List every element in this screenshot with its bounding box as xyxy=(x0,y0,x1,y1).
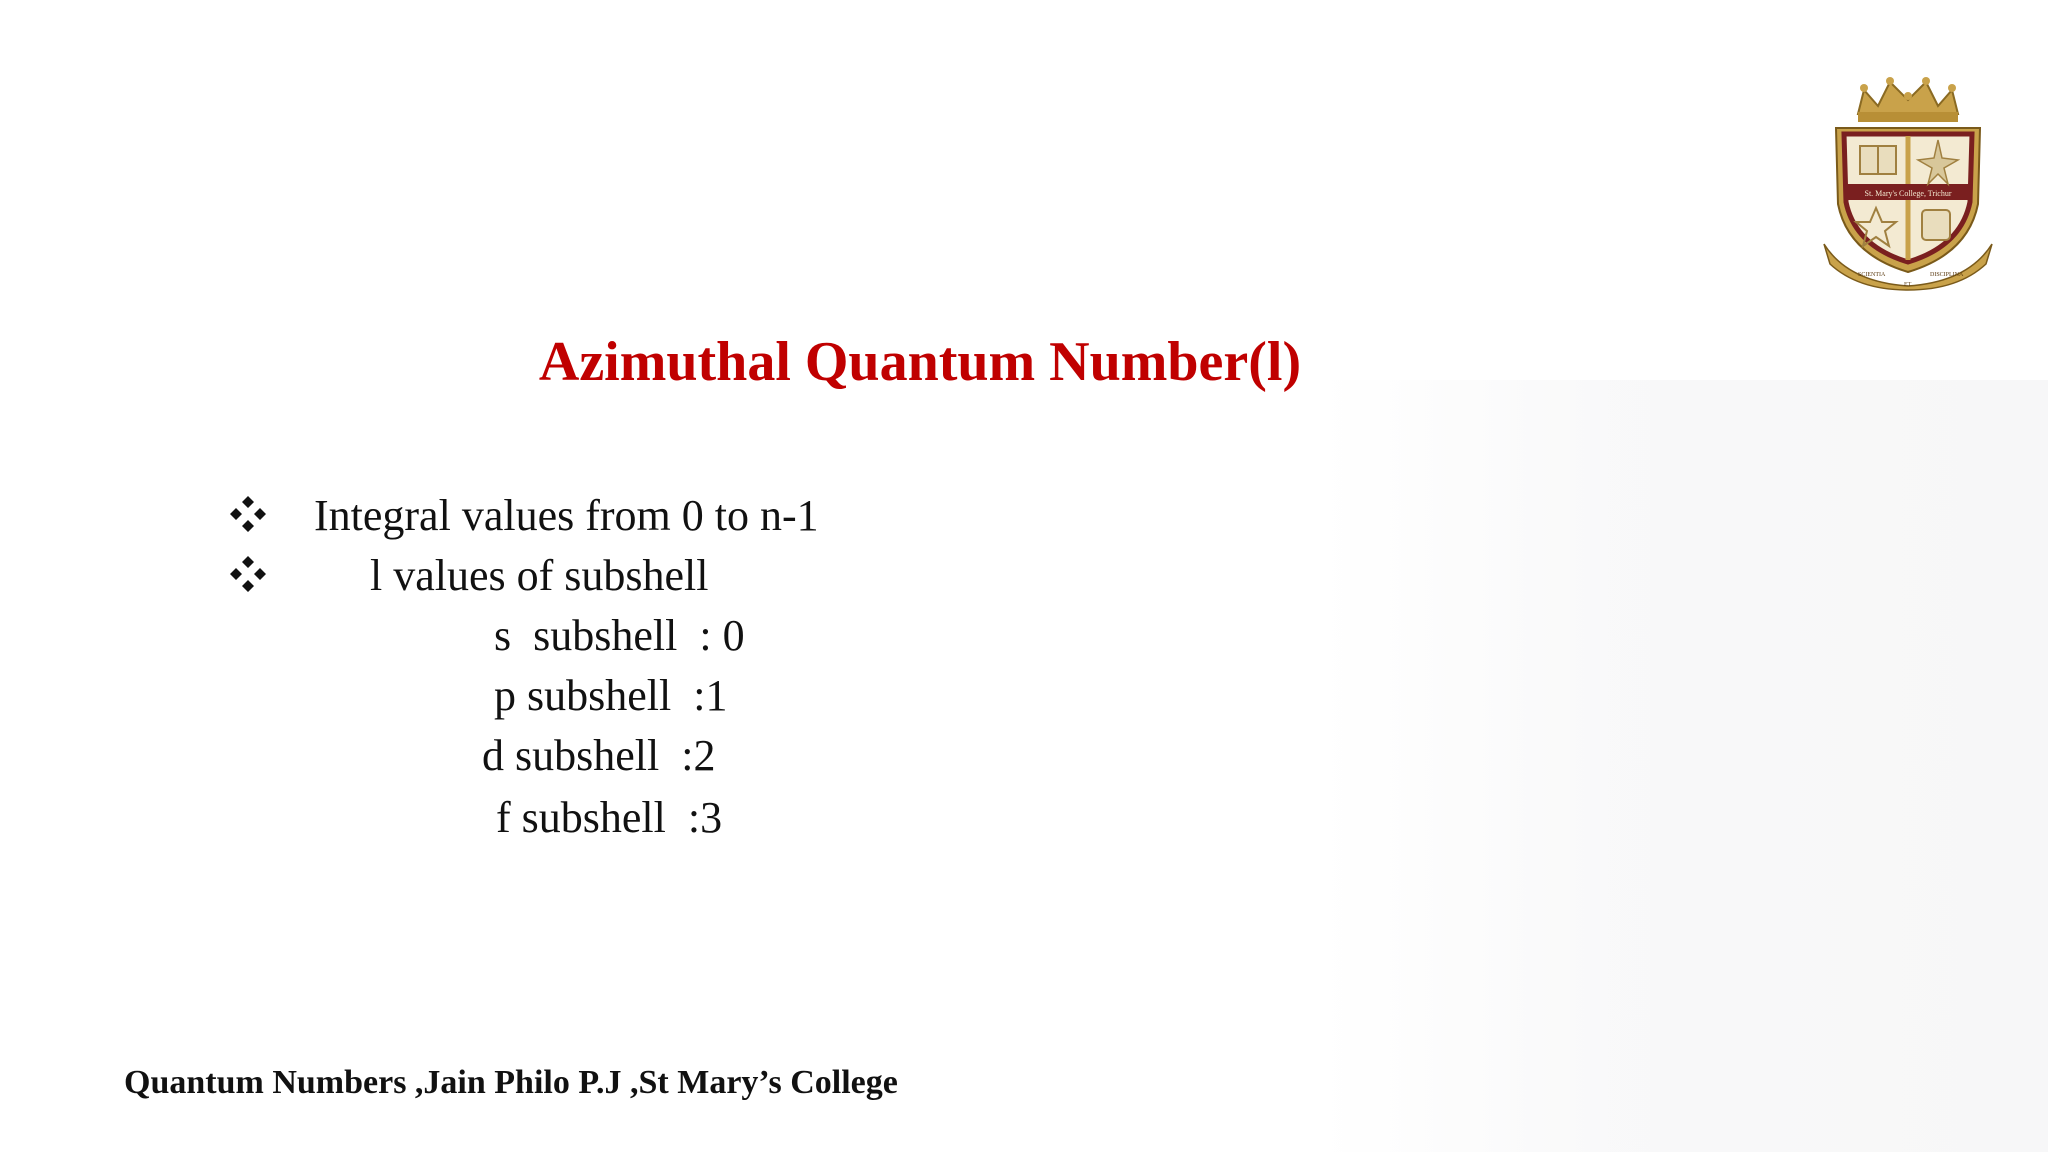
college-crest-icon xyxy=(1818,76,1998,292)
crest-motto-mid: ET xyxy=(1904,282,1912,288)
footer-caption: Quantum Numbers ,Jain Philo P.J ,St Mary’s College xyxy=(124,1064,898,1101)
crest-motto-left: SCIENTIA xyxy=(1858,272,1886,278)
subshell-d: d subshell :2 xyxy=(482,731,716,780)
crest-banner-text: St. Mary's College, Trichur xyxy=(1864,189,1952,198)
bullet-text-1: Integral values from 0 to n-1 xyxy=(314,491,819,540)
diamond-bullet-icon xyxy=(228,494,268,534)
bullet-text-2: l values of subshell xyxy=(370,551,709,600)
slide-title: Azimuthal Quantum Number(l) xyxy=(538,331,1302,393)
crest-motto-right: DISCIPLINA xyxy=(1930,272,1964,278)
background-shade xyxy=(1320,380,2048,1152)
subshell-p: p subshell :1 xyxy=(494,671,728,720)
subshell-f: f subshell :3 xyxy=(496,793,723,842)
subshell-s: s subshell : 0 xyxy=(494,611,745,660)
diamond-bullet-icon xyxy=(228,554,268,594)
